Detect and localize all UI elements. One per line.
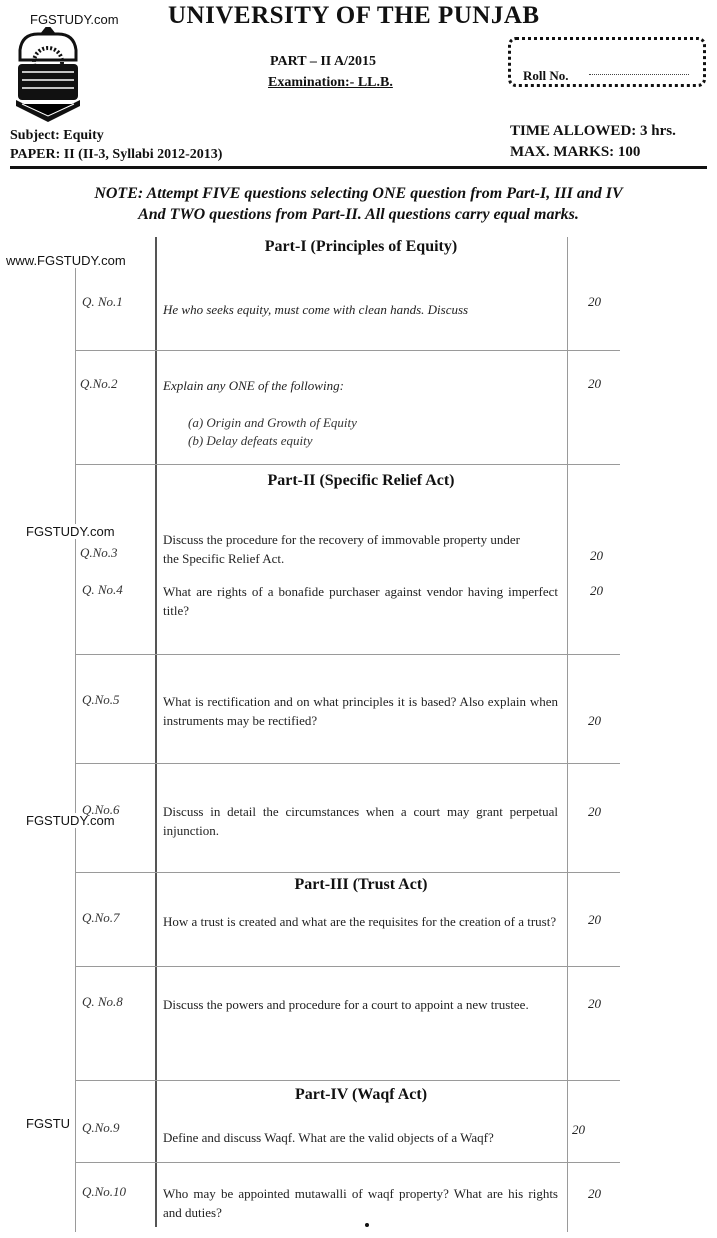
question-text: Explain any ONE of the following:: [163, 378, 344, 393]
page-mark: [365, 1223, 369, 1227]
watermark: FGSTUDY.com: [30, 12, 119, 27]
question-marks: 20: [588, 1186, 601, 1201]
roll-number-label: Roll No.: [523, 68, 569, 83]
question-number: Q.No.9: [82, 1120, 120, 1135]
university-emblem-icon: [12, 20, 84, 122]
row-divider: [75, 654, 620, 655]
part-label: PART – II A/2015: [270, 54, 376, 69]
section-title-part-4: Part-IV (Waqf Act): [294, 1086, 428, 1103]
row-divider: [75, 1162, 620, 1163]
question-text: Who may be appointed mutawalli of waqf property? What are his rights and duties?: [163, 1186, 558, 1220]
row-divider: [75, 966, 620, 967]
question-text: Define and discuss Waqf. What are the valid objects of a Waqf?: [163, 1130, 494, 1145]
question-number: Q.No.7: [82, 910, 120, 925]
column-divider-marks: [567, 237, 568, 1232]
watermark: FGSTU: [26, 1116, 71, 1131]
question-option: (a) Origin and Growth of Equity: [188, 415, 357, 430]
time-allowed: TIME ALLOWED: 3 hrs.: [510, 123, 676, 139]
question-text: What are rights of a bonafide purchaser against vendor having imperfect title?: [163, 584, 558, 618]
note-line-1: NOTE: Attempt FIVE questions selecting ONE question from Part-I, III and IV: [94, 185, 623, 202]
question-number: Q.No.10: [82, 1184, 127, 1199]
question-marks: 20: [590, 583, 603, 598]
examination-label: Examination:- LL.B.: [268, 75, 393, 90]
section-title-part-1: Part-I (Principles of Equity): [264, 238, 458, 255]
max-marks: MAX. MARKS: 100: [510, 144, 641, 160]
question-marks: 20: [572, 1122, 585, 1137]
question-marks: 20: [590, 548, 603, 563]
instructions-note: [0, 183, 717, 225]
row-divider: [75, 464, 620, 465]
subject-label: Subject: Equity: [10, 128, 104, 143]
section-title-part-2: Part-II (Specific Relief Act): [267, 472, 455, 489]
question-number: Q. No.4: [82, 582, 123, 597]
question-marks: 20: [588, 804, 601, 819]
question-text: He who seeks equity, must come with clean hands. Discuss: [163, 302, 469, 317]
column-divider-qno: [155, 237, 157, 1227]
question-marks: 20: [588, 294, 601, 309]
roll-number-box[interactable]: [508, 37, 706, 87]
table-left-border: [75, 262, 76, 1232]
question-text: Discuss in detail the circumstances when a court may grant perpetual injunction.: [163, 804, 558, 838]
row-divider: [75, 1080, 620, 1081]
question-marks: 20: [588, 713, 601, 728]
question-text: Discuss the powers and procedure for a court to appoint a new trustee.: [163, 997, 529, 1012]
row-divider: [75, 763, 620, 764]
question-marks: 20: [588, 996, 601, 1011]
question-marks: 20: [588, 912, 601, 927]
section-title-part-3: Part-III (Trust Act): [294, 876, 428, 893]
question-number: Q.No.2: [80, 376, 118, 391]
watermark: FGSTUDY.com: [26, 524, 115, 539]
question-number: Q.No.5: [82, 692, 120, 707]
roll-number-field[interactable]: [589, 74, 689, 75]
row-divider: [75, 350, 620, 351]
question-text: Discuss the procedure for the recovery of immovable property under the Specific Relief Act.: [163, 532, 521, 566]
question-marks: 20: [588, 376, 601, 391]
watermark: www.FGSTUDY.com: [6, 253, 126, 268]
note-line-2: And TWO questions from Part-II. All questions carry equal marks.: [138, 206, 579, 223]
question-number: Q.No.3: [80, 545, 118, 560]
paper-label: PAPER: II (II-3, Syllabi 2012-2013): [10, 147, 223, 162]
question-number: Q.No.6: [82, 802, 120, 817]
question-option: (b) Delay defeats equity: [188, 433, 313, 448]
university-title: UNIVERSITY OF THE PUNJAB: [168, 2, 540, 29]
question-text: What is rectification and on what principles it is based? Also explain when instruments may be rectified?: [163, 694, 558, 728]
question-number: Q. No.1: [82, 294, 123, 309]
header-divider: [10, 166, 707, 169]
question-text: How a trust is created and what are the requisites for the creation of a trust?: [163, 914, 557, 929]
row-divider: [75, 872, 620, 873]
question-number: Q. No.8: [82, 994, 123, 1009]
watermark: FGSTUDY.com: [26, 813, 115, 828]
